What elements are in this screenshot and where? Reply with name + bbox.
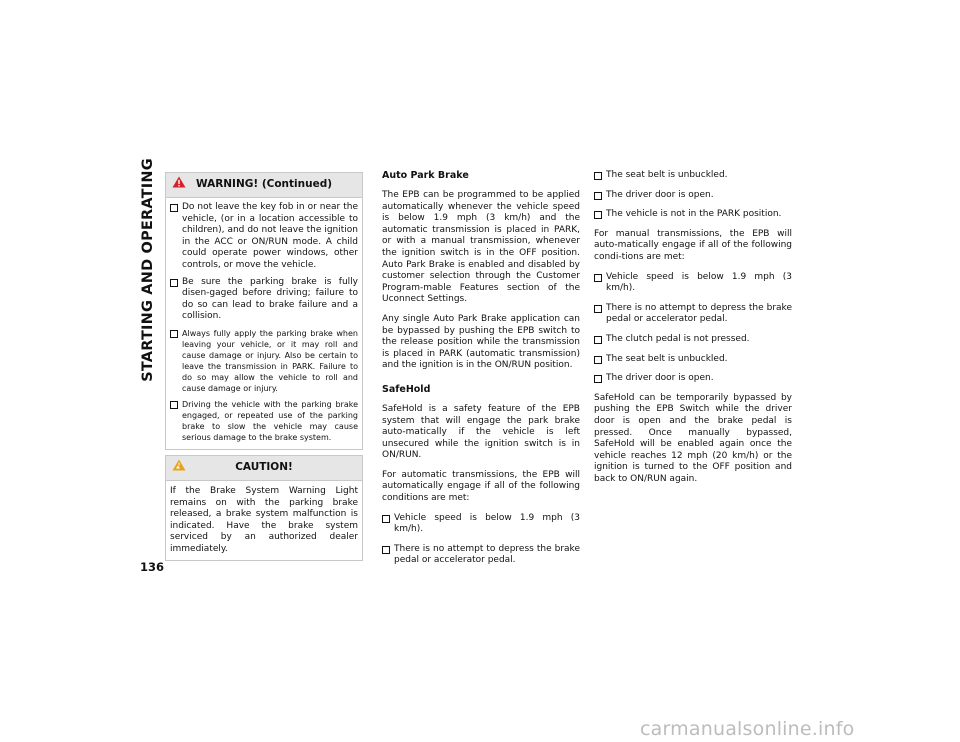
column-2 [382,170,580,575]
condition-bullet: There is no attempt to depress the brake pedal or accelerator pedal. [594,303,792,326]
paragraph: For automatic transmissions, the EPB will automatically engage if all of the following conditions are met: [382,469,580,504]
condition-bullet: The driver door is open. [594,373,792,385]
warning-title: WARNING! (Continued) [195,178,333,190]
heading-auto-park-brake: Auto Park Brake [382,170,469,181]
paragraph: SafeHold can be temporarily bypassed by pushing the EPB Switch while the driver door is open and the brake pedal is pressed. Once manually bypassed, SafeHold will be enabled again once the vehicle reaches 12 mph (20 km/h) or the ignition is turned to the OFF position and back to ON/RUN again. [594,392,792,484]
condition-bullet: There is no attempt to depress the brake pedal or accelerator pedal. [382,544,580,567]
paragraph: The EPB can be programmed to be applied automatically whenever the vehicle speed is below 1.9 mph (3 km/h) and the automatic transmission is placed in PARK, or with a manual transmission, whenever the ignition switch is in the OFF position. Auto Park Brake is enabled and disabled by customer selection through the Customer Program-mable Features section of the Uconnect Settings. [382,190,580,305]
warning-header [166,173,362,198]
warning-bullet: Driving the vehicle with the parking brake engaged, or repeated use of the parking brake to slow the vehicle may cause serious damage to the brake system. [170,399,358,443]
warning-bullet: Be sure the parking brake is fully disen-gaged before driving; failure to do so can lead to brake failure and a collision. [170,277,358,323]
section-title: STARTING AND OPERATING [140,157,156,382]
warning-bullet: Do not leave the key fob in or near the vehicle, (or in a location accessible to children), and do not leave the ignition in the ACC or ON/RUN mode. A child could operate power windows, other controls, or move the vehicle. [170,202,358,272]
condition-bullet: The seat belt is unbuckled. [594,354,792,366]
caution-text: If the Brake System Warning Light remains on with the parking brake released, a brake system malfunction is indicated. Have the brake system serviced by an authorized dealer immediately. [170,486,358,554]
warning-box [165,172,363,450]
caution-header [166,456,362,481]
paragraph: SafeHold is a safety feature of the EPB system that will engage the park brake auto-matically if the vehicle is left unsecured while the ignition switch is in ON/RUN. [382,403,580,461]
caution-title: CAUTION! [235,461,293,473]
heading-safehold: SafeHold [382,383,431,395]
condition-bullet: The clutch pedal is not pressed. [594,334,792,346]
caution-box [165,455,363,561]
condition-bullet: The seat belt is unbuckled. [594,170,792,182]
paragraph: Any single Auto Park Brake application can be bypassed by pushing the EPB switch to the release position while the transmission is placed in PARK (automatic transmission) and the ignition is in the ON/RUN position. [382,313,580,371]
condition-bullet: Vehicle speed is below 1.9 mph (3 km/h). [382,513,580,536]
warning-bullet: Always fully apply the parking brake when leaving your vehicle, or it may roll and cause damage or injury. Also be certain to leave the transmission in PARK. Failure to do so may allow the vehicle to roll and cause damage or injury. [170,328,358,394]
paragraph: For manual transmissions, the EPB will auto-matically engage if all of the following condi-tions are met: [594,228,792,262]
watermark: carmanualsonline.info [640,718,855,740]
condition-bullet: The driver door is open. [594,190,792,202]
condition-bullet: Vehicle speed is below 1.9 mph (3 km/h). [594,272,792,295]
page-number: 136 [140,560,165,574]
condition-bullet: The vehicle is not in the PARK position. [594,209,792,221]
column-3 [594,170,792,493]
